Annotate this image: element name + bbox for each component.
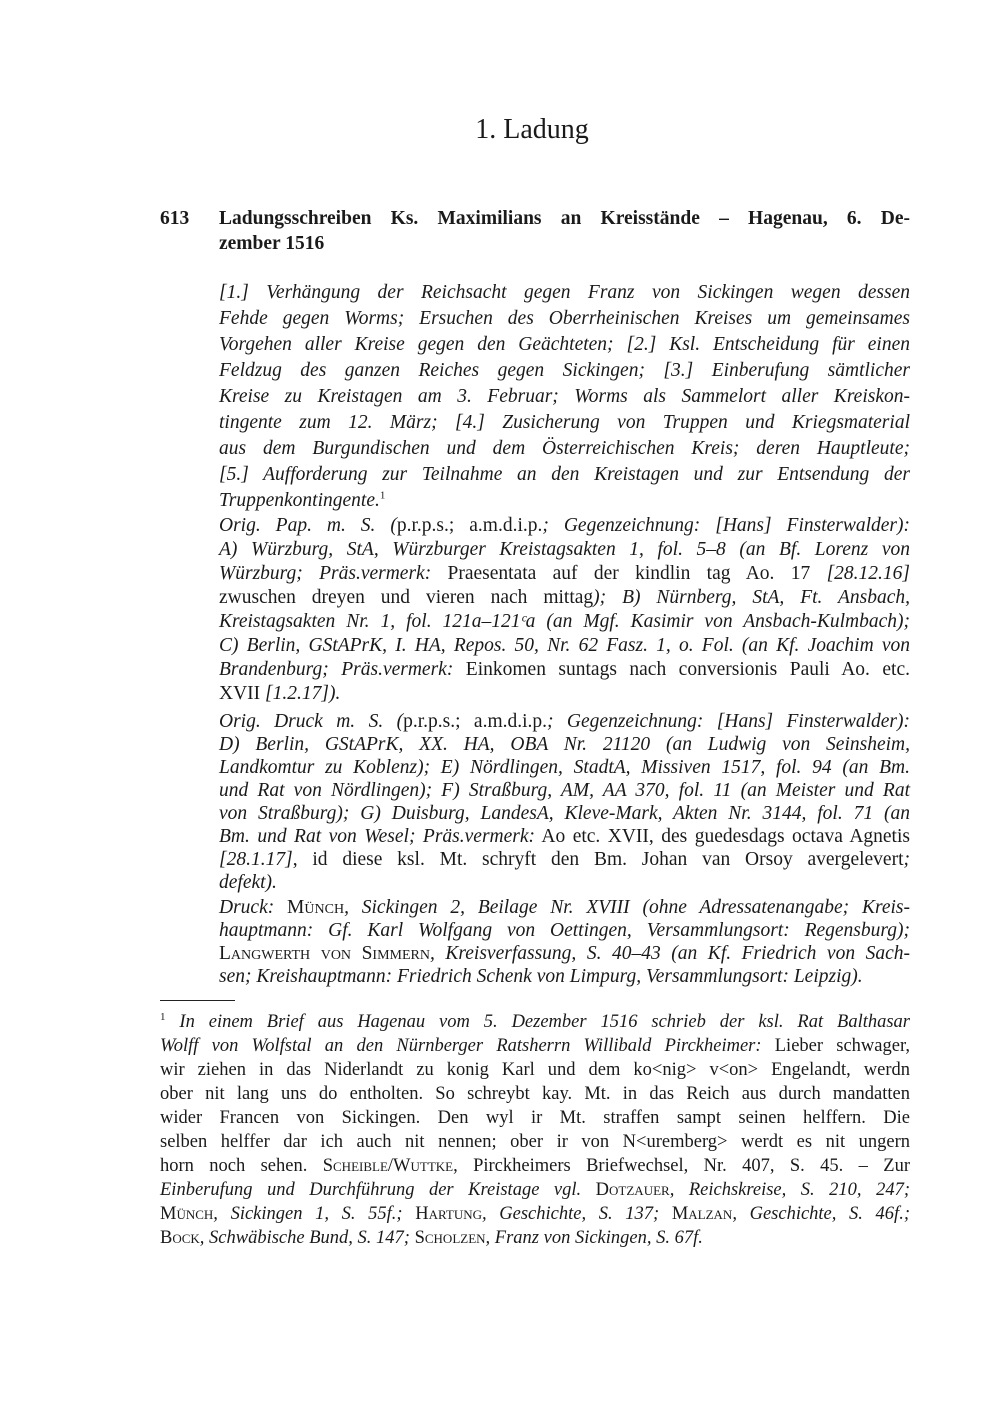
text-segment: XVII [219,683,266,704]
text-segment: horn noch sehen. [160,1156,323,1176]
text-line [219,358,910,384]
text-line [219,848,910,871]
text-segment: , Franz von Sickingen, S. 67f. [485,1228,703,1248]
text-segment: a.m.d.i.p. [460,711,548,732]
text-segment: [1.] Verhängung der Reichsacht gegen Franz von Sickingen wegen dessen [219,282,910,303]
text-line [219,610,910,634]
text-line [160,1130,910,1154]
text-line [160,1010,910,1034]
text-line [219,384,910,410]
text-line [219,410,910,436]
text-segment: Bm. und Rat von Wesel; Präs.vermerk: [219,826,536,847]
text-segment: Vorgehen aller Kreise gegen den Geächteten; [2.] Ksl. Entscheidung für einen [219,334,910,355]
text-line [160,1106,910,1130]
text-segment: Münch [287,897,345,918]
text-segment: [28.12.16] [826,563,911,584]
text-line [219,896,910,919]
text-line [160,1154,910,1178]
text-segment: D) Berlin, GStAPrK, XX. HA, OBA Nr. 21120 (an Ludwig von Seinsheim, [219,734,910,755]
heading-line: zember 1516 [219,233,325,254]
text-segment: Praesentata auf der kindlin tag Ao. 17 [431,563,827,584]
text-segment: [28.1.17] [219,849,293,870]
text-segment: wir ziehen in das Niderlandt zu konig Karl und dem ko<nig> v<on> Engelandt, werdn [160,1060,910,1080]
text-line [160,1226,910,1250]
text-segment: selben helffer dar ich auch nit nennen; ober ir von N<uremberg> werdt es nit ungern [160,1132,910,1152]
text-segment: , Geschichte, S. 137; [482,1204,672,1224]
text-line [219,562,910,586]
text-segment: sen; Kreishauptmann: Friedrich Schenk von Limpurg, Versammlungsort: Leipzig). [219,966,863,987]
text-segment: Langwerth von Simmern [219,943,430,964]
text-segment: und Rat von Nördlingen); F) Straßburg, AM, AA 370, fol. 11 (an Meister und Rat [219,780,910,801]
text-segment: wider Francen von Sickingen. Den wyl ir Mt. straffen sampt seinen helffern. Die [160,1108,910,1128]
text-line [160,1178,910,1202]
text-segment: [5.] Aufforderung zur Teilnahme an den Kreistagen und zur Entsendung der [219,464,910,485]
text-segment: Einkomen suntags nach conversionis Pauli Ao. etc. [453,659,910,680]
text-segment: Münch [160,1204,214,1224]
text-line [160,1082,910,1106]
text-segment: Scheible/Wuttke [322,1156,454,1176]
text-line [219,436,910,462]
footnote-divider [160,1000,235,1001]
text-segment: tingente zum 12. März; [4.] Zusicherung von Truppen und Kriegsmaterial [219,412,910,433]
text-segment: Orig. Druck m. S. ( [219,711,404,732]
text-segment: zwuschen dreyen und vieren nach mittag [219,587,594,608]
footnote-marker: 1 [379,489,386,502]
text-segment: Fehde gegen Worms; Ersuchen des Oberrheinischen Kreises um gemeinsames [219,308,910,329]
source-original-paper [219,514,910,706]
text-segment: In einem Brief aus Hagenau vom 5. Dezember 1516 schrieb der ksl. Rat Balthasar [165,1012,910,1032]
text-segment: , Reichskreise, S. 210, 247; [669,1180,910,1200]
text-segment: hauptmann: Gf. Karl Wolfgang von Oettingen, Versammlungsort: Regensburg); [219,920,910,941]
text-segment: Hartung [415,1204,482,1224]
print-references [219,896,910,988]
text-line [219,871,910,894]
text-line [160,1034,910,1058]
text-segment: [1.2.17]). [265,683,341,704]
text-segment: Bock [160,1228,200,1248]
text-segment: Kreistagsakten Nr. 1, fol. 121a–121ᶜa (an Mgf. Kasimir von Ansbach-Kulmbach); [219,611,910,632]
text-segment: Landkomtur zu Koblenz); E) Nördlingen, StadtA, Missiven 1517, fol. 94 (an Bm. [219,757,910,778]
footnote [160,1010,910,1250]
text-segment: , Geschichte, S. 46f.; [732,1204,910,1224]
text-segment: , Pirckheimers Briefwechsel, Nr. 407, S. 45. – Zur [453,1156,910,1176]
text-segment: aus dem Burgundischen und dem Österreichischen Kreis; deren Hauptleute; [219,438,910,459]
text-segment: Wolff von Wolfstal an den Nürnberger Ratsherrn Willibald Pirckheimer: [160,1036,762,1056]
text-segment: p.r.p.s.; [403,711,461,732]
text-segment: , Sickingen 1, S. 55f.; [213,1204,416,1224]
text-segment: ober nit lang uns do entholten. So schreybt kay. Mt. in das Reich aus durch mandatten [160,1084,910,1104]
text-line [219,779,910,802]
heading-line: Ladungsschreiben Ks. Maximilians an Kreisstände – Hagenau, 6. De- [219,208,910,229]
text-line [160,1058,910,1082]
text-segment: , Sickingen 2, Beilage Nr. XVIII (ohne Adressatenangabe; Kreis- [344,897,910,918]
text-segment: Feldzug des ganzen Reiches gegen Sickingen; [3.] Einberufung sämtlicher [219,360,910,381]
text-line [219,825,910,848]
text-segment: ; [903,849,910,870]
document-number: 613 [160,208,190,229]
text-line [219,462,910,488]
text-segment: Druck: [219,897,288,918]
text-line [219,634,910,658]
text-line [219,538,910,562]
text-segment: Orig. Pap. m. S. ( [219,515,397,536]
text-line [219,280,910,306]
text-line [219,802,910,825]
text-segment: , id diese ksl. Mt. schryft den Bm. Johan van Orsoy avergelevert [292,849,904,870]
text-segment: ; Gegenzeichnung: [Hans] Finsterwalder): [547,711,910,732]
text-line [219,682,910,706]
text-segment: Kreise zu Kreistagen am 3. Februar; Worms als Sammelort aller Kreiskon- [219,386,910,407]
text-segment: Einberufung und Durchführung der Kreistage vgl. [160,1180,596,1200]
text-segment: Dotzauer [595,1180,670,1200]
text-segment: ; Gegenzeichnung: [Hans] Finsterwalder): [542,515,911,536]
text-segment: Brandenburg; Präs.vermerk: [219,659,454,680]
text-line [219,514,910,538]
text-line [219,919,910,942]
text-segment: p.r.p.s.; [396,515,455,536]
text-segment: A) Würzburg, StA, Würzburger Kreistagsakten 1, fol. 5–8 (an Bf. Lorenz von [219,539,910,560]
text-segment: , Kreisverfassung, S. 40–43 (an Kf. Friedrich von Sach- [429,943,911,964]
chapter-title: 1. Ladung [475,114,589,145]
text-line [219,733,910,756]
text-line [219,756,910,779]
footnote-marker: 1 [160,1010,166,1023]
text-segment: Lieber schwager, [761,1036,910,1056]
source-original-print [219,710,910,894]
text-line [160,1202,910,1226]
text-segment: Malzan [671,1204,733,1224]
text-segment: C) Berlin, GStAPrK, I. HA, Repos. 50, Nr. 62 Fasz. 1, o. Fol. (an Kf. Joachim von [219,635,910,656]
text-line [219,306,910,332]
text-segment: Truppenkontingente. [219,490,380,511]
text-line [219,942,910,965]
text-line [219,710,910,733]
text-line [219,965,910,988]
text-line [219,332,910,358]
text-segment: von Straßburg); G) Duisburg, LandesA, Kleve-Mark, Akten Nr. 3144, fol. 71 (an [219,803,910,824]
text-segment: Würzburg; Präs.vermerk: [219,563,432,584]
abstract [219,280,910,514]
text-segment: Scholzen [414,1228,486,1248]
text-segment: a.m.d.i.p. [454,515,543,536]
text-line [219,488,910,514]
text-line [219,658,910,682]
text-line [219,586,910,610]
document-heading [160,206,910,256]
text-segment: , Schwäbische Bund, S. 147; [199,1228,415,1248]
text-segment: Ao etc. XVII, des guedesdags octava Agnetis [535,826,910,847]
text-segment: ); B) Nürnberg, StA, Ft. Ansbach, [593,587,910,608]
text-segment: defekt). [219,872,277,893]
